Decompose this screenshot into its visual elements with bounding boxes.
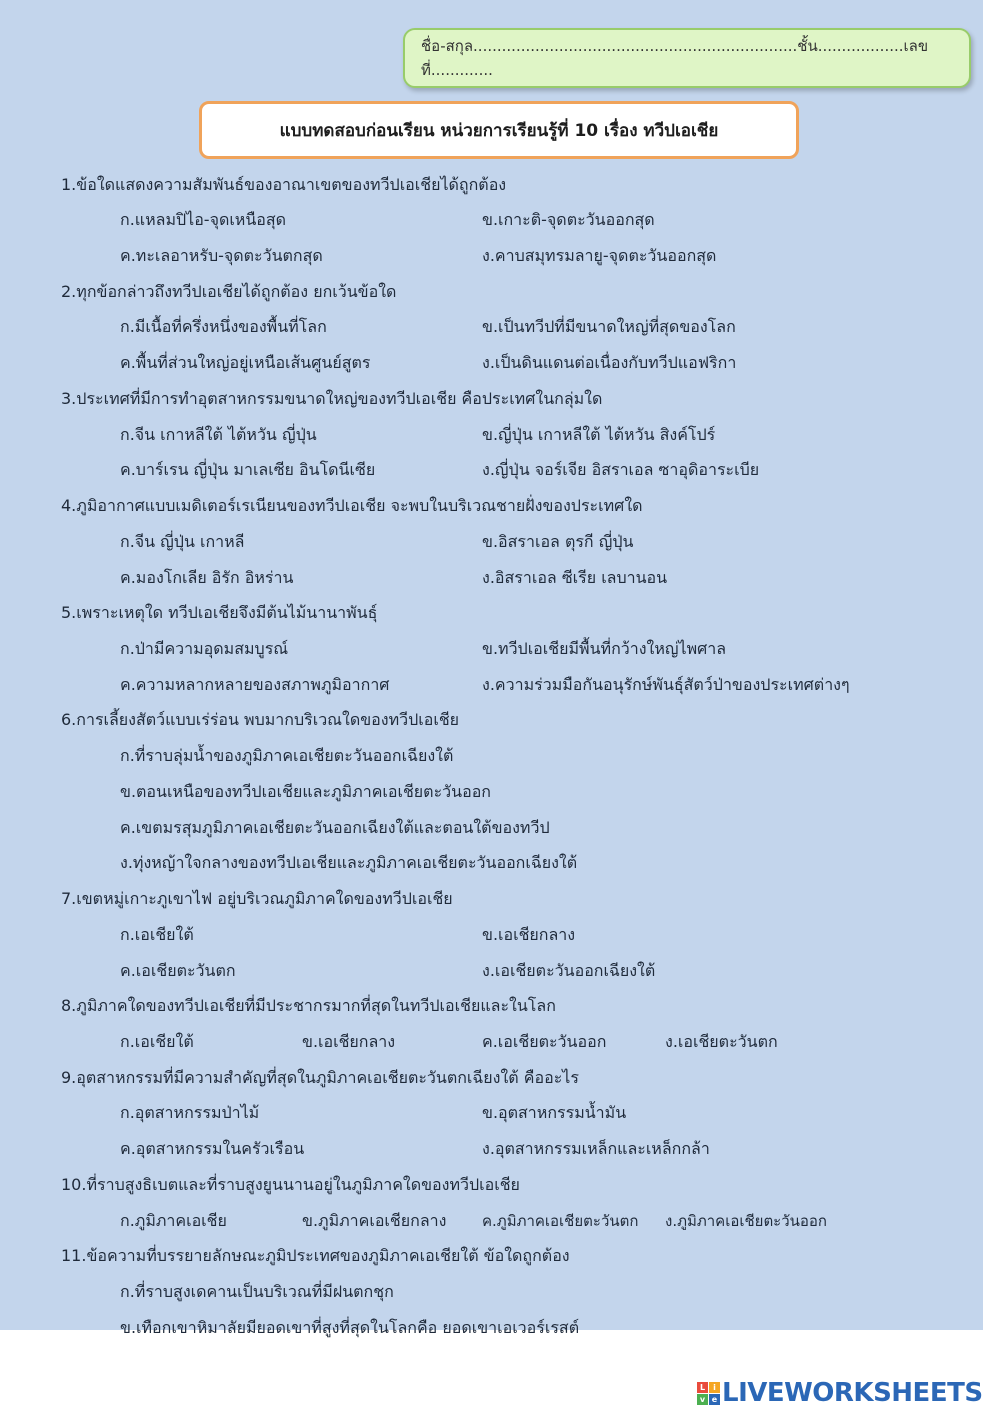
- choice-1d[interactable]: ง.คาบสมุทรมลายู-จุดตะวันออกสุด: [482, 246, 717, 265]
- choice-10d[interactable]: ง.ภูมิภาคเอเชียตะวันออก: [665, 1212, 828, 1230]
- choice-3b[interactable]: ข.ญี่ปุ่น เกาหลีใต้ ไต้หวัน สิงค์โปร์: [482, 425, 716, 444]
- choice-6c[interactable]: ค.เขตมรสุมภูมิภาคเอเชียตะวันออกเฉียงใต้และตอนใต้ของทวีป: [120, 818, 550, 837]
- question-7: 7.เขตหมู่เกาะภูเขาไฟ อยู่บริเวณภูมิภาคใดของทวีปเอเชีย: [61, 889, 453, 908]
- choice-9a[interactable]: ก.อุตสาหกรรมป่าไม้: [120, 1103, 260, 1122]
- choice-1c[interactable]: ค.ทะเลอาหรับ-จุดตะวันตกสุด: [120, 246, 323, 265]
- choice-2b[interactable]: ข.เป็นทวีปที่มีขนาดใหญ่ที่สุดของโลก: [482, 317, 736, 336]
- choice-8c[interactable]: ค.เอเชียตะวันออก: [482, 1032, 607, 1051]
- choice-10b[interactable]: ข.ภูมิภาคเอเชียกลาง: [302, 1211, 447, 1230]
- question-4: 4.ภูมิอากาศแบบเมดิเตอร์เรเนียนของทวีปเอเชีย จะพบในบริเวณชายฝั่งของประเทศใด: [61, 496, 643, 515]
- choice-10a[interactable]: ก.ภูมิภาคเอเชีย: [120, 1211, 227, 1230]
- question-10: 10.ที่ราบสูงธิเบตและที่ราบสูงยูนนานอยู่ในภูมิภาคใดของทวีปเอเชีย: [61, 1175, 520, 1194]
- choice-9b[interactable]: ข.อุตสาหกรรมน้ำมัน: [482, 1103, 627, 1122]
- question-9: 9.อุตสาหกรรมที่มีความสำคัญที่สุดในภูมิภาคเอเชียตะวันตกเฉียงใต้ คืออะไร: [61, 1068, 579, 1087]
- logo-text: LIVEWORKSHEETS: [722, 1378, 983, 1408]
- choice-9c[interactable]: ค.อุตสาหกรรมในครัวเรือน: [120, 1139, 305, 1158]
- choice-7a[interactable]: ก.เอเชียใต้: [120, 925, 194, 944]
- choice-2d[interactable]: ง.เป็นดินแดนต่อเนื่องกับทวีปแอฟริกา: [482, 353, 737, 372]
- logo-mark-icon: L i v e: [697, 1382, 720, 1405]
- choice-1b[interactable]: ข.เกาะติ-จุดตะวันออกสุด: [482, 210, 655, 229]
- choice-6a[interactable]: ก.ที่ราบลุ่มน้ำของภูมิภาคเอเชียตะวันออกเฉียงใต้: [120, 746, 454, 765]
- choice-7c[interactable]: ค.เอเชียตะวันตก: [120, 961, 236, 980]
- choice-4b[interactable]: ข.อิสราเอล ตุรกี ญี่ปุ่น: [482, 532, 634, 551]
- choice-4c[interactable]: ค.มองโกเลีย อิรัก อิหร่าน: [120, 568, 294, 587]
- choice-8a[interactable]: ก.เอเชียใต้: [120, 1032, 194, 1051]
- question-3: 3.ประเทศที่มีการทำอุตสาหกรรมขนาดใหญ่ของทวีปเอเชีย คือประเทศในกลุ่มใด: [61, 389, 603, 408]
- choice-6b[interactable]: ข.ตอนเหนือของทวีปเอเชียและภูมิภาคเอเชียตะวันออก: [120, 782, 491, 801]
- student-info-box: [403, 28, 971, 88]
- choice-5b[interactable]: ข.ทวีปเอเชียมีพื้นที่กว้างใหญ่ไพศาล: [482, 639, 727, 658]
- choice-11b[interactable]: ข.เทือกเขาหิมาลัยมียอดเขาที่สูงที่สุดในโลกคือ ยอดเขาเอเวอร์เรสต์: [120, 1318, 580, 1337]
- choice-3a[interactable]: ก.จีน เกาหลีใต้ ไต้หวัน ญี่ปุ่น: [120, 425, 317, 444]
- choice-2c[interactable]: ค.พื้นที่ส่วนใหญ่อยู่เหนือเส้นศูนย์สูตร: [120, 353, 371, 372]
- page-title: [199, 101, 799, 159]
- choice-5a[interactable]: ก.ป่ามีความอุดมสมบูรณ์: [120, 639, 289, 658]
- choice-9d[interactable]: ง.อุตสาหกรรมเหล็กและเหล็กกล้า: [482, 1139, 710, 1158]
- choice-5c[interactable]: ค.ความหลากหลายของสภาพภูมิอากาศ: [120, 675, 390, 694]
- question-11: 11.ข้อความที่บรรยายลักษณะภูมิประเทศของภูมิภาคเอเชียใต้ ข้อใดถูกต้อง: [61, 1246, 570, 1265]
- choice-3d[interactable]: ง.ญี่ปุ่น จอร์เจีย อิสราเอล ซาอุดิอาระเบีย: [482, 460, 760, 479]
- question-8: 8.ภูมิภาคใดของทวีปเอเชียที่มีประชากรมากที่สุดในทวีปเอเชียและในโลก: [61, 996, 556, 1015]
- choice-4d[interactable]: ง.อิสราเอล ซีเรีย เลบานอน: [482, 568, 668, 587]
- choice-2a[interactable]: ก.มีเนื้อที่ครึ่งหนึ่งของพื้นที่โลก: [120, 317, 327, 336]
- choice-6d[interactable]: ง.ทุ่งหญ้าใจกลางของทวีปเอเชียและภูมิภาคเอเชียตะวันออกเฉียงใต้: [120, 853, 578, 872]
- choice-1a[interactable]: ก.แหลมปิไอ-จุดเหนือสุด: [120, 210, 287, 229]
- choice-8b[interactable]: ข.เอเชียกลาง: [302, 1032, 396, 1051]
- page-title-text: แบบทดสอบก่อนเรียน หน่วยการเรียนรู้ที่ 10 เรื่อง ทวีปเอเชีย: [279, 120, 719, 141]
- student-info-line: ชื่อ-สกุล....................................................................ชั้น..................เลขที่.............: [421, 37, 929, 79]
- choice-3c[interactable]: ค.บาร์เรน ญี่ปุ่น มาเลเซีย อินโดนีเซีย: [120, 460, 376, 479]
- question-2: 2.ทุกข้อกล่าวถึงทวีปเอเชียได้ถูกต้อง ยกเว้นข้อใด: [61, 282, 397, 301]
- choice-11a[interactable]: ก.ที่ราบสูงเดคานเป็นบริเวณที่มีฝนตกชุก: [120, 1282, 394, 1301]
- choice-5d[interactable]: ง.ความร่วมมือกันอนุรักษ์พันธุ์สัตว์ป่าของประเทศต่างๆ: [482, 675, 850, 694]
- choice-7b[interactable]: ข.เอเชียกลาง: [482, 925, 576, 944]
- choice-7d[interactable]: ง.เอเชียตะวันออกเฉียงใต้: [482, 961, 656, 980]
- liveworksheets-logo[interactable]: [697, 1378, 983, 1408]
- choice-4a[interactable]: ก.จีน ญี่ปุ่น เกาหลี: [120, 532, 245, 551]
- question-1: 1.ข้อใดแสดงความสัมพันธ์ของอาณาเขตของทวีปเอเชียได้ถูกต้อง: [61, 175, 507, 194]
- question-6: 6.การเลี้ยงสัตว์แบบเร่ร่อน พบมากบริเวณใดของทวีปเอเชีย: [61, 710, 460, 729]
- question-5: 5.เพราะเหตุใด ทวีปเอเชียจึงมีต้นไม้นานาพันธุ์: [61, 603, 378, 622]
- choice-10c[interactable]: ค.ภูมิภาคเอเชียตะวันตก: [482, 1212, 639, 1230]
- choice-8d[interactable]: ง.เอเชียตะวันตก: [665, 1032, 778, 1051]
